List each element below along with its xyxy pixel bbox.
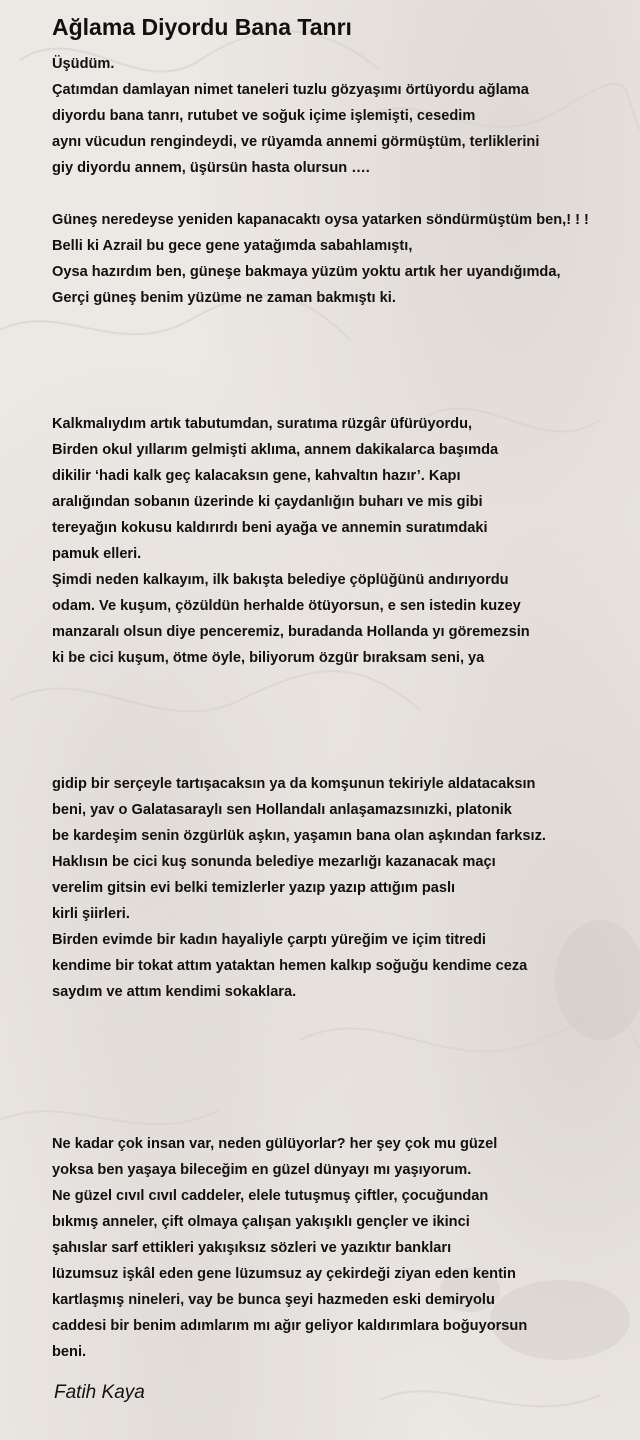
stanza-5 [52,1131,638,1365]
poem-line: manzaralı olsun diye penceremiz, buradanda Hollanda yı göremezsin [52,624,530,640]
stanza-1 [52,51,638,181]
author-name: Fatih Kaya [54,1382,145,1403]
poem-line: diyordu bana tanrı, rutubet ve soğuk içime işlemişti, cesedim [52,108,476,124]
poem-line: beni. [52,1344,87,1360]
stanza-2 [52,207,638,311]
poem-line: kendime bir tokat attım yataktan hemen kalkıp soğuğu kendime ceza [52,958,528,974]
stanza-4 [52,771,638,1005]
poem-line: Güneş neredeyse yeniden kapanacaktı oysa yatarken söndürmüştüm ben,! ! ! [52,212,589,228]
stanza-3 [52,411,638,671]
poem-title: Ağlama Diyordu Bana Tanrı [52,14,352,40]
poem-line: Belli ki Azrail bu gece gene yatağımda sabahlamıştı, [52,238,413,254]
poem-line: Ne kadar çok insan var, neden gülüyorlar? her şey çok mu güzel [52,1136,498,1152]
poem-line: Oysa hazırdım ben, güneşe bakmaya yüzüm yoktu artık her uyandığımda, [52,264,561,280]
poem-line: kirli şiirleri. [52,906,130,922]
poem-line: kartlaşmış nineleri, vay be bunca şeyi hazmeden eski demiryolu [52,1292,495,1308]
poem-line: Gerçi güneş benim yüzüme ne zaman bakmıştı ki. [52,290,396,306]
poem-line: verelim gitsin evi belki temizlerler yazıp yazıp attığım paslı [52,880,456,896]
poem-line: caddesi bir benim adımlarım mı ağır geliyor kaldırımlara boğuyorsun [52,1318,528,1334]
poem-line: saydım ve attım kendimi sokaklara. [52,984,297,1000]
poem-line: beni, yav o Galatasaraylı sen Hollandalı anlaşamazsınızki, platonik [52,802,512,818]
poem-line: Kalkmalıydım artık tabutumdan, suratıma rüzgâr üfürüyordu, [52,416,473,432]
poem-line: Üşüdüm. [52,56,115,72]
poem-line: Şimdi neden kalkayım, ilk bakışta belediye çöplüğünü andırıyordu [52,572,509,588]
poem-line: odam. Ve kuşum, çözüldün herhalde ötüyorsun, e sen istedin kuzey [52,598,521,614]
poem-line: ki be cici kuşum, ötme öyle, biliyorum özgür bıraksam seni, ya [52,650,485,666]
poem-line: lüzumsuz işkâl eden gene lüzumsuz ay çekirdeği ziyan eden kentin [52,1266,516,1282]
poem-line: aynı vücudun rengindeydi, ve rüyamda annemi görmüştüm, terliklerini [52,134,540,150]
poem-line: Ne güzel cıvıl cıvıl caddeler, elele tutuşmuş çiftler, çocuğundan [52,1188,489,1204]
poem-line: yoksa ben yaşaya bileceğim en güzel dünyayı mı yaşıyorum. [52,1162,472,1178]
poem-line: gidip bir serçeyle tartışacaksın ya da komşunun tekiriyle aldatacaksın [52,776,536,792]
poem-line: aralığından sobanın üzerinde ki çaydanlığın buharı ve mis gibi [52,494,483,510]
poem-line: şahıslar sarf ettikleri yakışıksız sözleri ve yazıktır bankları [52,1240,452,1256]
poem-line: Birden okul yıllarım gelmişti aklıma, annem dakikalarca başımda [52,442,499,458]
poem-line: Haklısın be cici kuş sonunda belediye mezarlığı kazanacak maçı [52,854,496,870]
poem-line: Birden evimde bir kadın hayaliyle çarptı yüreğim ve içim titredi [52,932,486,948]
poem-line: Çatımdan damlayan nimet taneleri tuzlu gözyaşımı örtüyordu ağlama [52,82,529,98]
poem-line: bıkmış anneler, çift olmaya çalışan yakışıklı gençler ve ikinci [52,1214,470,1230]
poem-line: dikilir ‘hadi kalk geç kalacaksın gene, kahvaltın hazır’. Kapı [52,468,461,484]
poem-line: giy diyordu annem, üşürsün hasta olursun …. [52,160,370,176]
poem-line: pamuk elleri. [52,546,142,562]
poem-line: be kardeşim senin özgürlük aşkın, yaşamın bana olan aşkından farksız. [52,828,546,844]
poem-line: tereyağın kokusu kaldırırdı beni ayağa ve annemin suratımdaki [52,520,488,536]
